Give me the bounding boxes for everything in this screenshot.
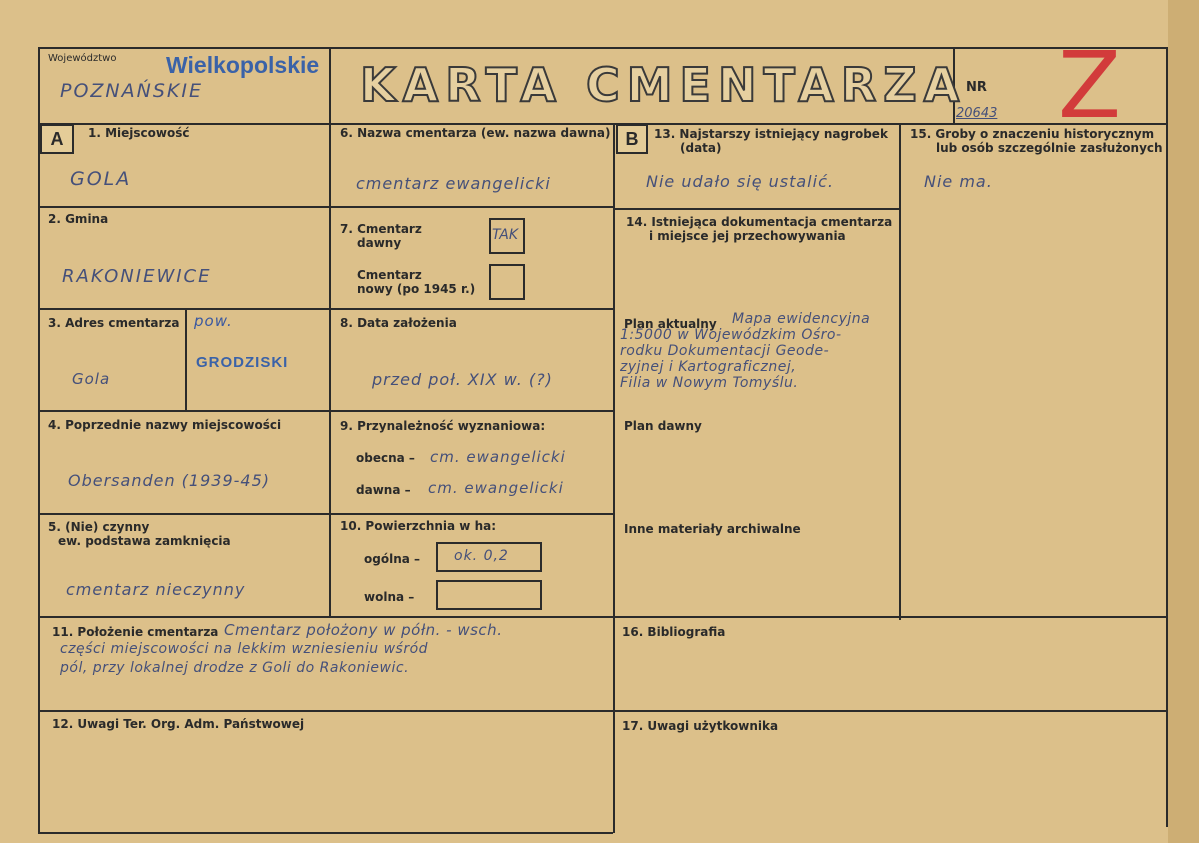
plan-current-line-4: zyjnej i Kartograficznej,: [620, 359, 797, 375]
field-3-label: 3. Adres cmentarza: [48, 316, 180, 330]
field-10-free-label: wolna –: [364, 590, 415, 604]
region-stamp: Wielkopolskie: [166, 52, 320, 78]
field-13-label: 13. Najstarszy istniejący nagrobek: [654, 127, 888, 141]
field-17-label: 17. Uwagi użytkownika: [622, 719, 779, 733]
field-2-value: RAKONIEWICE: [62, 266, 212, 287]
frame-bottom-left: [38, 832, 613, 834]
col-divider-3: [899, 123, 901, 620]
field-9-label: 9. Przynależność wyznaniowa:: [340, 419, 546, 433]
field-7-label: 7. Cmentarz: [340, 222, 422, 236]
voivodeship-label: Województwo: [48, 53, 117, 64]
other-materials-label: Inne materiały archiwalne: [624, 522, 801, 536]
field-3-powiat-stamp: GRODZISKI: [196, 354, 289, 371]
header-bottom-line: [38, 123, 1168, 125]
frame-top: [38, 47, 1168, 49]
field-15-value: Nie ma.: [924, 172, 993, 191]
row-line-1: [38, 206, 615, 208]
row-line-5: [38, 616, 1166, 618]
field-11-line-1: Cmentarz położony w półn. - wsch.: [224, 621, 503, 639]
card-title: KARTA CMENTARZA: [360, 58, 967, 112]
field-7-new-label: Cmentarz: [357, 268, 422, 282]
plan-current-label: Plan aktualny: [624, 317, 717, 331]
field-15-label-2: lub osób szczególnie zasłużonych: [936, 141, 1163, 155]
field-12-label: 12. Uwagi Ter. Org. Adm. Państwowej: [52, 717, 305, 731]
field-5-label: 5. (Nie) czynny: [48, 520, 150, 534]
field-16-label: 16. Bibliografia: [622, 625, 726, 639]
total-area-box: [436, 542, 542, 572]
row-line-b1: [613, 208, 901, 210]
field-8-value: przed poł. XIX w. (?): [372, 370, 553, 389]
row-line-2: [38, 308, 615, 310]
field-15-label: 15. Groby o znaczeniu historycznym: [910, 127, 1155, 141]
plan-old-label: Plan dawny: [624, 419, 702, 433]
nr-label: NR: [966, 80, 987, 95]
free-area-box: [436, 580, 542, 610]
nr-value: 20643: [956, 106, 998, 121]
field-10-total-label: ogólna –: [364, 552, 421, 566]
field-5-label-2: ew. podstawa zamknięcia: [58, 534, 231, 548]
field-10-total-value: ok. 0,2: [454, 548, 509, 564]
plan-current-line-1: Mapa ewidencyjna: [732, 311, 871, 327]
field-7-label-2: dawny: [357, 236, 402, 250]
field-6-label: 6. Nazwa cmentarza (ew. nazwa dawna): [340, 126, 611, 140]
address-divider: [185, 310, 187, 410]
field-1-label: 1. Miejscowość: [88, 126, 190, 140]
field-3-value: Gola: [72, 370, 111, 388]
field-9-former-label: dawna –: [356, 483, 411, 497]
col-divider-1: [329, 47, 331, 617]
field-9-former-value: cm. ewangelicki: [428, 479, 564, 497]
field-11-label: 11. Położenie cmentarza: [52, 625, 219, 639]
field-8-label: 8. Data założenia: [340, 316, 457, 330]
field-13-label-2: (data): [680, 141, 722, 155]
field-4-value: Obersanden (1939-45): [68, 471, 271, 490]
paper-edge-shadow: [1168, 0, 1199, 843]
row-line-3: [38, 410, 615, 412]
field-7-new-label-2: nowy (po 1945 r.): [357, 282, 476, 296]
field-2-label: 2. Gmina: [48, 212, 109, 226]
field-5-value: cmentarz nieczynny: [66, 580, 246, 599]
new-cemetery-checkbox: [489, 264, 525, 300]
frame-left: [38, 47, 40, 833]
edge: [1166, 620, 1168, 622]
region-handwritten: POZNAŃSKIE: [60, 80, 203, 102]
plan-current-line-3: rodku Dokumentacji Geode-: [620, 343, 830, 359]
field-10-label: 10. Powierzchnia w ha:: [340, 519, 497, 533]
row-line-4: [38, 513, 615, 515]
field-11-line-3: pól, przy lokalnej drodze z Goli do Rakoniewic.: [60, 660, 410, 676]
plan-current-line-5: Filia w Nowym Tomyślu.: [620, 375, 799, 391]
row-line-6: [38, 710, 1166, 712]
field-4-label: 4. Poprzednie nazwy miejscowości: [48, 418, 282, 432]
field-9-current-value: cm. ewangelicki: [430, 448, 566, 466]
field-9-current-label: obecna –: [356, 451, 415, 465]
field-3-pow: pow.: [194, 312, 233, 330]
section-b-tag: B: [616, 124, 648, 154]
old-cemetery-checkbox: [489, 218, 525, 254]
category-mark-z: Z: [1058, 32, 1122, 139]
field-1-value: GOLA: [70, 168, 132, 190]
col-divider-2: [613, 123, 615, 833]
field-14-label: 14. Istniejąca dokumentacja cmentarza: [626, 215, 893, 229]
frame-right: [1166, 47, 1168, 827]
field-6-value: cmentarz ewangelicki: [356, 174, 551, 193]
field-13-value: Nie udało się ustalić.: [646, 172, 834, 191]
plan-current-line-2: 1:5000 w Wojewódzkim Ośro-: [620, 327, 842, 343]
old-cemetery-check-value: TAK: [492, 227, 519, 243]
section-a-tag: A: [40, 124, 74, 154]
field-11-line-2: części miejscowości na lekkim wzniesieniu wśród: [60, 641, 429, 657]
field-14-label-2: i miejsce jej przechowywania: [649, 229, 846, 243]
